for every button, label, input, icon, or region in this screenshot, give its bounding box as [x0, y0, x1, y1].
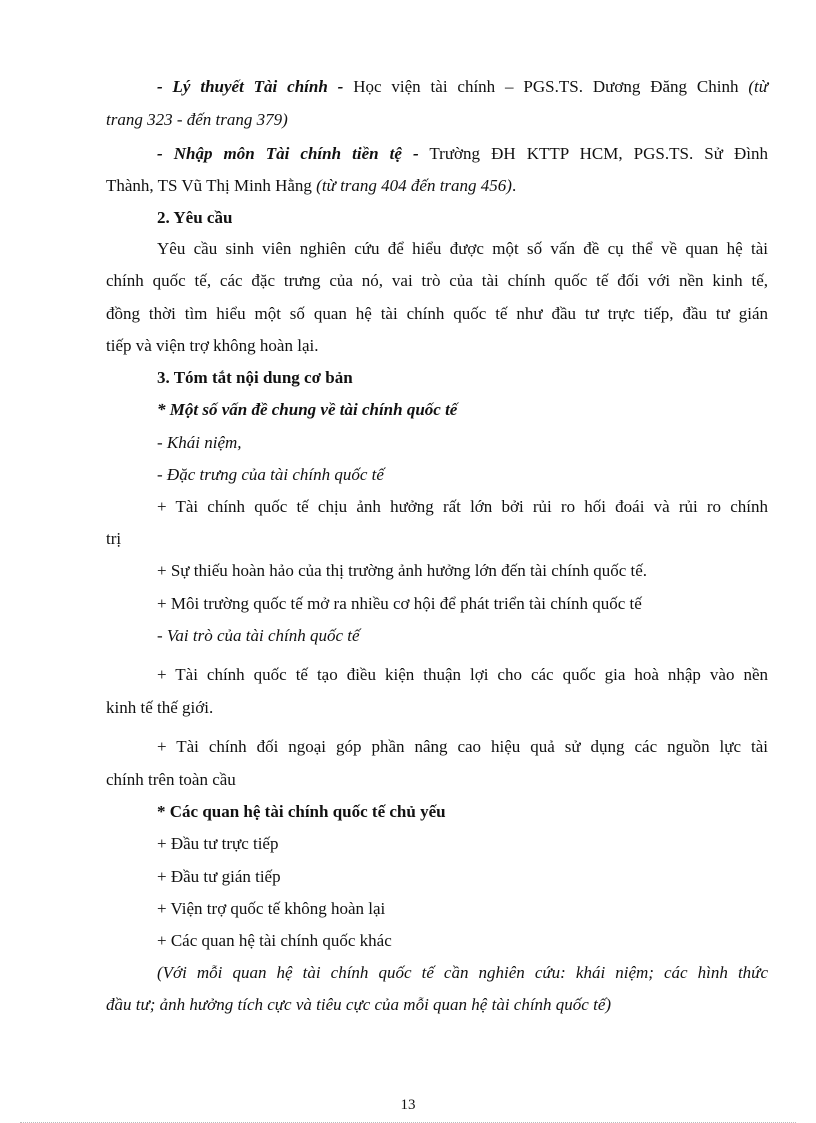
page-number: 13 [400, 1097, 416, 1113]
feature-2: + Sự thiếu hoàn hảo của thị trường ảnh hưởng lớn đến tài chính quốc tế. [157, 561, 648, 580]
subsection-main-relations: * Các quan hệ tài chính quốc tế chủ yếu [157, 802, 446, 821]
section-3-heading: 3. Tóm tắt nội dung cơ bản [157, 368, 353, 387]
relation-item-2: + Đầu tư gián tiếp [157, 867, 281, 886]
reference-1-title: - Lý thuyết Tài chính - [157, 77, 344, 96]
role-heading: - Vai trò của tài chính quốc tế [157, 626, 360, 645]
subsection-general-issues: * Một số vấn đề chung về tài chính quốc tế [157, 400, 458, 419]
reference-1-source: Học viện tài chính – PGS.TS. Dương Đăng Chinh [343, 77, 749, 96]
reference-1-pages: trang 323 - đến trang 379) [106, 110, 288, 129]
feature-1-line-2: trị [106, 529, 122, 548]
note-line-2: đầu tư; ảnh hưởng tích cực và tiêu cực của mỗi quan hệ tài chính quốc tế) [106, 995, 612, 1014]
role-2-line-2: chính trên toàn cầu [106, 770, 236, 789]
role-1-line-1: + Tài chính quốc tế tạo điều kiện thuận lợi cho các quốc gia hoà nhập vào nền [157, 665, 768, 684]
reference-2-title: - Nhập môn Tài chính tiền tệ - [157, 144, 419, 163]
concept-heading: - Khái niệm, [157, 433, 242, 452]
feature-1-line-1: + Tài chính quốc tế chịu ảnh hưởng rất lớn bởi rủi ro hối đoái và rủi ro chính [157, 497, 768, 516]
reference-2-line-1 [157, 143, 768, 165]
note-line-1: (Với mỗi quan hệ tài chính quốc tế cần nghiên cứu: khái niệm; các hình thức [157, 963, 768, 982]
section-2-line-1: Yêu cầu sinh viên nghiên cứu để hiểu được một số vấn đề cụ thể về quan hệ tài [157, 239, 768, 258]
section-2-line-4: tiếp và viện trợ không hoàn lại. [106, 336, 319, 355]
reference-1-pages-start: (từ [748, 77, 768, 96]
section-2-line-2: chính quốc tế, các đặc trưng của nó, vai trò của tài chính quốc tế đối với nền kinh tế, [106, 271, 768, 290]
section-2-line-3: đồng thời tìm hiểu một số quan hệ tài chính quốc tế như đầu tư trực tiếp, đầu tư gián [106, 304, 768, 323]
reference-2-end: . [511, 176, 517, 195]
features-heading: - Đặc trưng của tài chính quốc tế [157, 465, 384, 484]
reference-2-pages: (từ trang 404 đến trang 456) [316, 176, 512, 195]
role-1-line-2: kinh tế thế giới. [106, 698, 214, 717]
role-2-line-1: + Tài chính đối ngoại góp phần nâng cao hiệu quả sử dụng các nguồn lực tài [157, 737, 768, 756]
reference-2-source: Trường ĐH KTTP HCM, PGS.TS. Sử Đình [418, 144, 768, 163]
reference-1-line-1 [157, 76, 768, 98]
relation-item-3: + Viện trợ quốc tế không hoàn lại [157, 899, 386, 918]
relation-item-1: + Đầu tư trực tiếp [157, 834, 279, 853]
relation-item-4: + Các quan hệ tài chính quốc khác [157, 931, 392, 950]
feature-3: + Môi trường quốc tế mở ra nhiều cơ hội để phát triển tài chính quốc tế [157, 594, 642, 613]
reference-2-line-2 [106, 175, 768, 197]
reference-2-authors: Thành, TS Vũ Thị Minh Hằng [106, 176, 317, 195]
section-2-heading: 2. Yêu cầu [157, 208, 233, 227]
